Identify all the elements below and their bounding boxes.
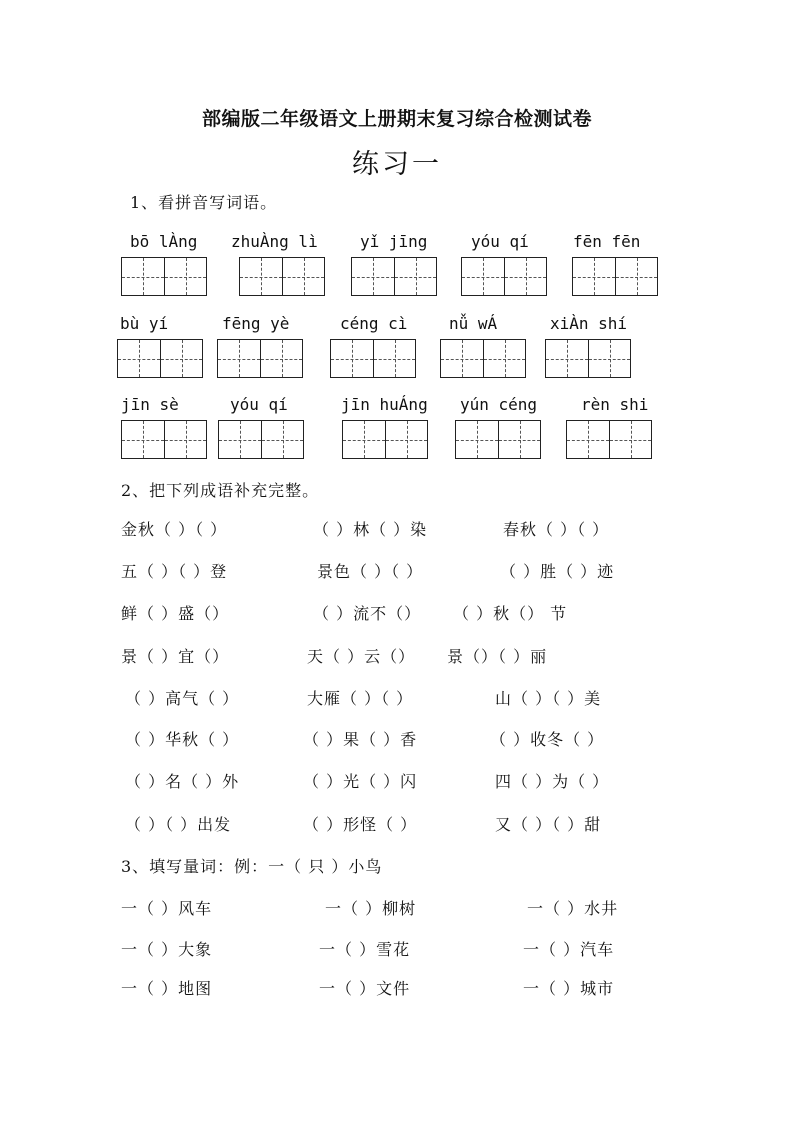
measure-word-item: 一（ ）风车 — [121, 899, 213, 918]
writing-cell[interactable] — [588, 340, 630, 377]
pinyin-label: jīn sè — [121, 395, 179, 414]
writing-cell[interactable] — [504, 258, 546, 295]
pinyin-label: yóu qí — [471, 232, 529, 251]
idiom-item: 大雁（ ）（ ） — [307, 689, 414, 708]
writing-grid[interactable] — [217, 339, 303, 378]
measure-word-item: 一（ ）文件 — [319, 979, 411, 998]
writing-cell[interactable] — [122, 258, 164, 295]
exam-title: 部编版二年级语文上册期末复习综合检测试卷 — [201, 108, 592, 130]
pinyin-label: fēn fēn — [573, 232, 641, 251]
writing-cell[interactable] — [218, 340, 260, 377]
writing-cell[interactable] — [546, 340, 588, 377]
writing-cell[interactable] — [483, 340, 525, 377]
exercise-subtitle: 练习一 — [352, 149, 442, 180]
writing-grid[interactable] — [330, 339, 416, 378]
writing-grid[interactable] — [121, 420, 207, 459]
writing-cell[interactable] — [122, 421, 164, 458]
writing-cell[interactable] — [394, 258, 436, 295]
measure-word-item: 一（ ）地图 — [121, 979, 213, 998]
pinyin-label: xiÀn shí — [550, 314, 628, 333]
idiom-item: （ ）收冬（ ） — [490, 730, 605, 749]
writing-cell[interactable] — [456, 421, 498, 458]
idiom-item: （ ）（ ）出发 — [125, 815, 232, 834]
idiom-item: 景（）（ ）丽 — [447, 647, 548, 666]
writing-cell[interactable] — [260, 340, 302, 377]
writing-grid[interactable] — [440, 339, 526, 378]
writing-grid[interactable] — [461, 257, 547, 296]
idiom-item: 四（ ）为（ ） — [495, 772, 610, 791]
writing-grid[interactable] — [218, 420, 304, 459]
pinyin-label: yóu qí — [230, 395, 288, 414]
writing-cell[interactable] — [462, 258, 504, 295]
writing-cell[interactable] — [160, 340, 202, 377]
writing-cell[interactable] — [261, 421, 303, 458]
writing-cell[interactable] — [373, 340, 415, 377]
idiom-item: （ ）流不（） — [313, 604, 422, 623]
idiom-item: 又（ ）（ ）甜 — [495, 815, 602, 834]
pinyin-label: nǚ wÁ — [449, 314, 498, 333]
pinyin-label: yún céng — [460, 395, 538, 414]
writing-cell[interactable] — [385, 421, 427, 458]
idiom-item: 天（ ）云（） — [307, 647, 416, 666]
writing-cell[interactable] — [615, 258, 657, 295]
writing-grid[interactable] — [239, 257, 325, 296]
idiom-item: 五（ ）（ ）登 — [121, 562, 228, 581]
idiom-item: （ ）形怪（ ） — [303, 815, 418, 834]
idiom-item: 景（ ）宜（） — [121, 647, 230, 666]
idiom-item: 春秋（ ）（ ） — [503, 520, 610, 539]
writing-cell[interactable] — [567, 421, 609, 458]
pinyin-label: fēng yè — [222, 314, 290, 333]
writing-cell[interactable] — [118, 340, 160, 377]
pinyin-label: jīn huÁng — [341, 395, 428, 414]
idiom-item: （ ）华秋（ ） — [125, 730, 240, 749]
writing-cell[interactable] — [609, 421, 651, 458]
writing-grid[interactable] — [342, 420, 428, 459]
idiom-item: （ ）高气（ ） — [125, 689, 240, 708]
writing-cell[interactable] — [498, 421, 540, 458]
writing-grid[interactable] — [455, 420, 541, 459]
idiom-item: （ ）秋（） 节 — [453, 604, 568, 623]
idiom-item: （ ）光（ ）闪 — [303, 772, 418, 791]
writing-cell[interactable] — [164, 421, 206, 458]
idiom-item: （ ）名（ ）外 — [125, 772, 240, 791]
measure-word-item: 一（ ）大象 — [121, 940, 213, 959]
measure-word-item: 一（ ）城市 — [523, 979, 615, 998]
writing-cell[interactable] — [441, 340, 483, 377]
idiom-item: 景色（ ）（ ） — [317, 562, 424, 581]
writing-cell[interactable] — [331, 340, 373, 377]
measure-word-item: 一（ ）雪花 — [319, 940, 411, 959]
idiom-item: 金秋（ ）（ ） — [121, 520, 228, 539]
idiom-item: （ ）果（ ）香 — [303, 730, 418, 749]
measure-word-item: 一（ ）水井 — [527, 899, 619, 918]
pinyin-label: bù yí — [120, 314, 169, 333]
writing-grid[interactable] — [121, 257, 207, 296]
writing-cell[interactable] — [573, 258, 615, 295]
idiom-item: 山（ ）（ ）美 — [495, 689, 602, 708]
writing-grid[interactable] — [351, 257, 437, 296]
pinyin-label: yǐ jīng — [360, 232, 428, 251]
writing-cell[interactable] — [164, 258, 206, 295]
writing-cell[interactable] — [282, 258, 324, 295]
section2-heading: 2、把下列成语补充完整。 — [121, 481, 320, 500]
writing-cell[interactable] — [343, 421, 385, 458]
writing-grid[interactable] — [117, 339, 203, 378]
pinyin-label: zhuÀng lì — [231, 232, 318, 251]
pinyin-label: bō lÀng — [130, 232, 198, 251]
idiom-item: 鲜（ ）盛（） — [121, 604, 230, 623]
writing-grid[interactable] — [572, 257, 658, 296]
writing-grid[interactable] — [566, 420, 652, 459]
section3-heading: 3、填写量词：例：一（ 只 ）小鸟 — [121, 857, 383, 876]
writing-grid[interactable] — [545, 339, 631, 378]
section1-heading: 1、看拼音写词语。 — [130, 193, 278, 212]
writing-cell[interactable] — [352, 258, 394, 295]
idiom-item: （ ）胜（ ）迹 — [500, 562, 615, 581]
writing-cell[interactable] — [219, 421, 261, 458]
pinyin-label: rèn shi — [581, 395, 649, 414]
pinyin-label: céng cì — [340, 314, 408, 333]
measure-word-item: 一（ ）柳树 — [325, 899, 417, 918]
writing-cell[interactable] — [240, 258, 282, 295]
measure-word-item: 一（ ）汽车 — [523, 940, 615, 959]
idiom-item: （ ）林（ ）染 — [313, 520, 428, 539]
